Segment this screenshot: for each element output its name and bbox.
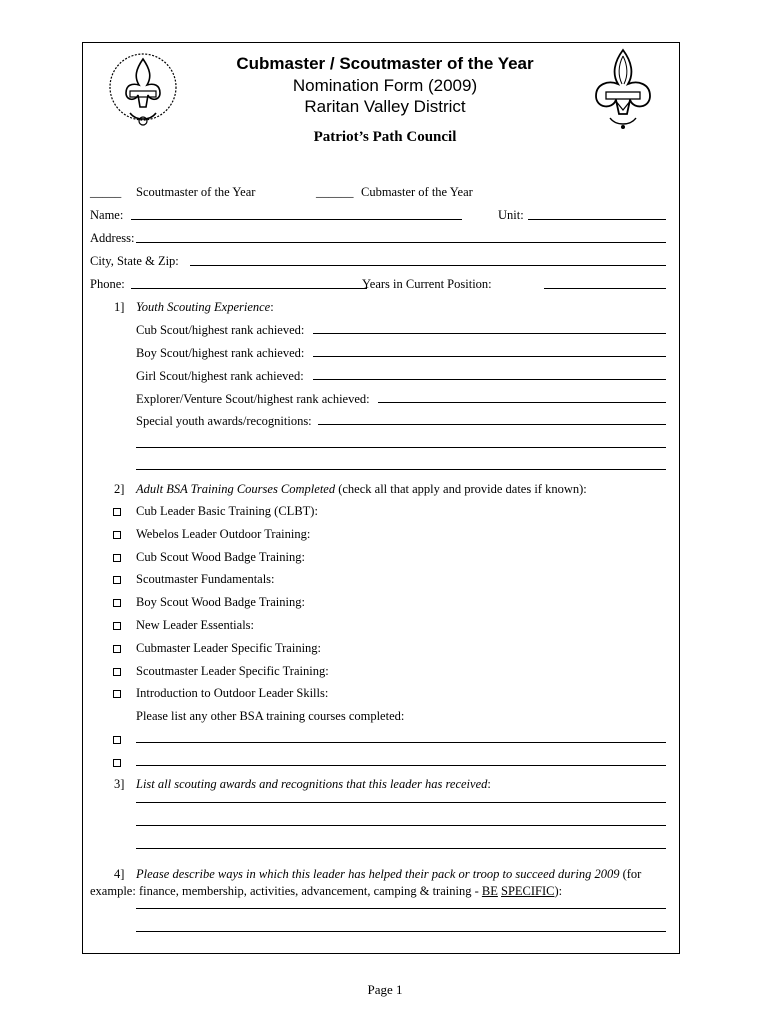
youth-awards-field-2[interactable] — [136, 447, 666, 448]
form-title: Cubmaster / Scoutmaster of the Year — [236, 54, 534, 73]
webelos-outdoor-checkbox[interactable] — [113, 531, 121, 539]
page-number: Page 1 — [367, 982, 403, 997]
section2-number: 2] — [114, 482, 125, 496]
section2-heading-wrap — [136, 482, 587, 497]
years-field[interactable] — [544, 288, 666, 289]
section1-colon: : — [270, 300, 274, 314]
cubmaster-specific-checkbox[interactable] — [113, 645, 121, 653]
other-course-checkbox-1[interactable] — [113, 736, 121, 744]
section3-colon: : — [487, 777, 491, 791]
section3-heading-wrap — [136, 777, 491, 792]
council-name: Patriot’s Path Council — [313, 129, 457, 145]
awards-field-3[interactable] — [136, 848, 666, 849]
course-label: Scoutmaster Leader Specific Training: — [136, 664, 329, 678]
address-field[interactable] — [136, 242, 666, 243]
cubmaster-option-label: Cubmaster of the Year — [361, 185, 473, 199]
scoutmaster-specific-checkbox[interactable] — [113, 668, 121, 676]
section1-heading-wrap — [136, 300, 274, 315]
section4-heading-wrap — [136, 867, 641, 882]
section2-note: (check all that apply and provide dates if known): — [335, 482, 587, 496]
youth-awards-field-3[interactable] — [136, 469, 666, 470]
form-subtitle: Nomination Form (2009) — [292, 76, 478, 95]
cub-wood-badge-checkbox[interactable] — [113, 554, 121, 562]
youth-awards-field[interactable] — [318, 424, 666, 425]
section4-heading: Please describe ways in which this leader has helped their pack or troop to succeed during 2009 — [136, 867, 620, 881]
other-course-field-1[interactable] — [136, 742, 666, 743]
district-name: Raritan Valley District — [304, 97, 466, 116]
section4-line2 — [90, 884, 562, 899]
boy-wood-badge-checkbox[interactable] — [113, 599, 121, 607]
girl-scout-rank-label: Girl Scout/highest rank achieved: — [136, 369, 304, 383]
be-emphasis: BE — [481, 884, 498, 898]
awards-field-1[interactable] — [136, 802, 666, 803]
course-label: New Leader Essentials: — [136, 618, 255, 632]
cub-scout-rank-field[interactable] — [313, 333, 666, 334]
section2-heading: Adult BSA Training Courses Completed — [136, 482, 336, 496]
specific-emphasis: SPECIFIC — [501, 884, 555, 898]
course-label: Cub Scout Wood Badge Training: — [136, 550, 305, 564]
course-label: Introduction to Outdoor Leader Skills: — [136, 686, 329, 700]
city-label: City, State & Zip: — [90, 254, 179, 268]
course-label: Boy Scout Wood Badge Training: — [136, 595, 305, 609]
other-course-field-2[interactable] — [136, 765, 666, 766]
course-label: Cub Leader Basic Training (CLBT): — [136, 504, 318, 518]
girl-scout-rank-field[interactable] — [313, 379, 666, 380]
name-field[interactable] — [131, 219, 462, 220]
name-label: Name: — [90, 208, 124, 222]
section4-closing: ): — [554, 884, 563, 898]
boy-scout-rank-label: Boy Scout/highest rank achieved: — [136, 346, 305, 360]
cubmaster-option-blank[interactable]: ______ — [316, 185, 354, 199]
phone-label: Phone: — [90, 277, 125, 291]
new-leader-essentials-checkbox[interactable] — [113, 622, 121, 630]
boy-scout-rank-field[interactable] — [313, 356, 666, 357]
other-course-checkbox-2[interactable] — [113, 759, 121, 767]
success-field-1[interactable] — [136, 908, 666, 909]
youth-awards-label: Special youth awards/recognitions: — [136, 414, 312, 428]
section4-examples: example: finance, membership, activities, advancement, camping & training - — [90, 884, 482, 898]
section4-note: (for — [619, 867, 642, 881]
section1-number: 1] — [114, 300, 125, 314]
section4-number: 4] — [114, 867, 125, 881]
scoutmaster-option-blank[interactable]: _____ — [90, 185, 122, 199]
cub-scout-rank-label: Cub Scout/highest rank achieved: — [136, 323, 305, 337]
course-label: Cubmaster Leader Specific Training: — [136, 641, 322, 655]
section1-heading: Youth Scouting Experience — [136, 300, 271, 314]
section3-heading: List all scouting awards and recognitions that this leader has received — [136, 777, 488, 791]
scoutmaster-fundamentals-checkbox[interactable] — [113, 576, 121, 584]
course-label: Scoutmaster Fundamentals: — [136, 572, 275, 586]
years-label: Years in Current Position: — [362, 277, 492, 291]
explorer-rank-field[interactable] — [378, 402, 666, 403]
success-field-2[interactable] — [136, 931, 666, 932]
clbt-checkbox[interactable] — [113, 508, 121, 516]
city-field[interactable] — [190, 265, 666, 266]
unit-label: Unit: — [498, 208, 524, 222]
scoutmaster-option-label: Scoutmaster of the Year — [136, 185, 256, 199]
iols-checkbox[interactable] — [113, 690, 121, 698]
phone-field[interactable] — [131, 288, 367, 289]
section3-number: 3] — [114, 777, 125, 791]
address-label: Address: — [90, 231, 135, 245]
other-courses-prompt: Please list any other BSA training courses completed: — [136, 709, 405, 723]
form-border — [82, 42, 680, 954]
unit-field[interactable] — [528, 219, 666, 220]
awards-field-2[interactable] — [136, 825, 666, 826]
explorer-rank-label: Explorer/Venture Scout/highest rank achieved: — [136, 392, 370, 406]
course-label: Webelos Leader Outdoor Training: — [136, 527, 311, 541]
